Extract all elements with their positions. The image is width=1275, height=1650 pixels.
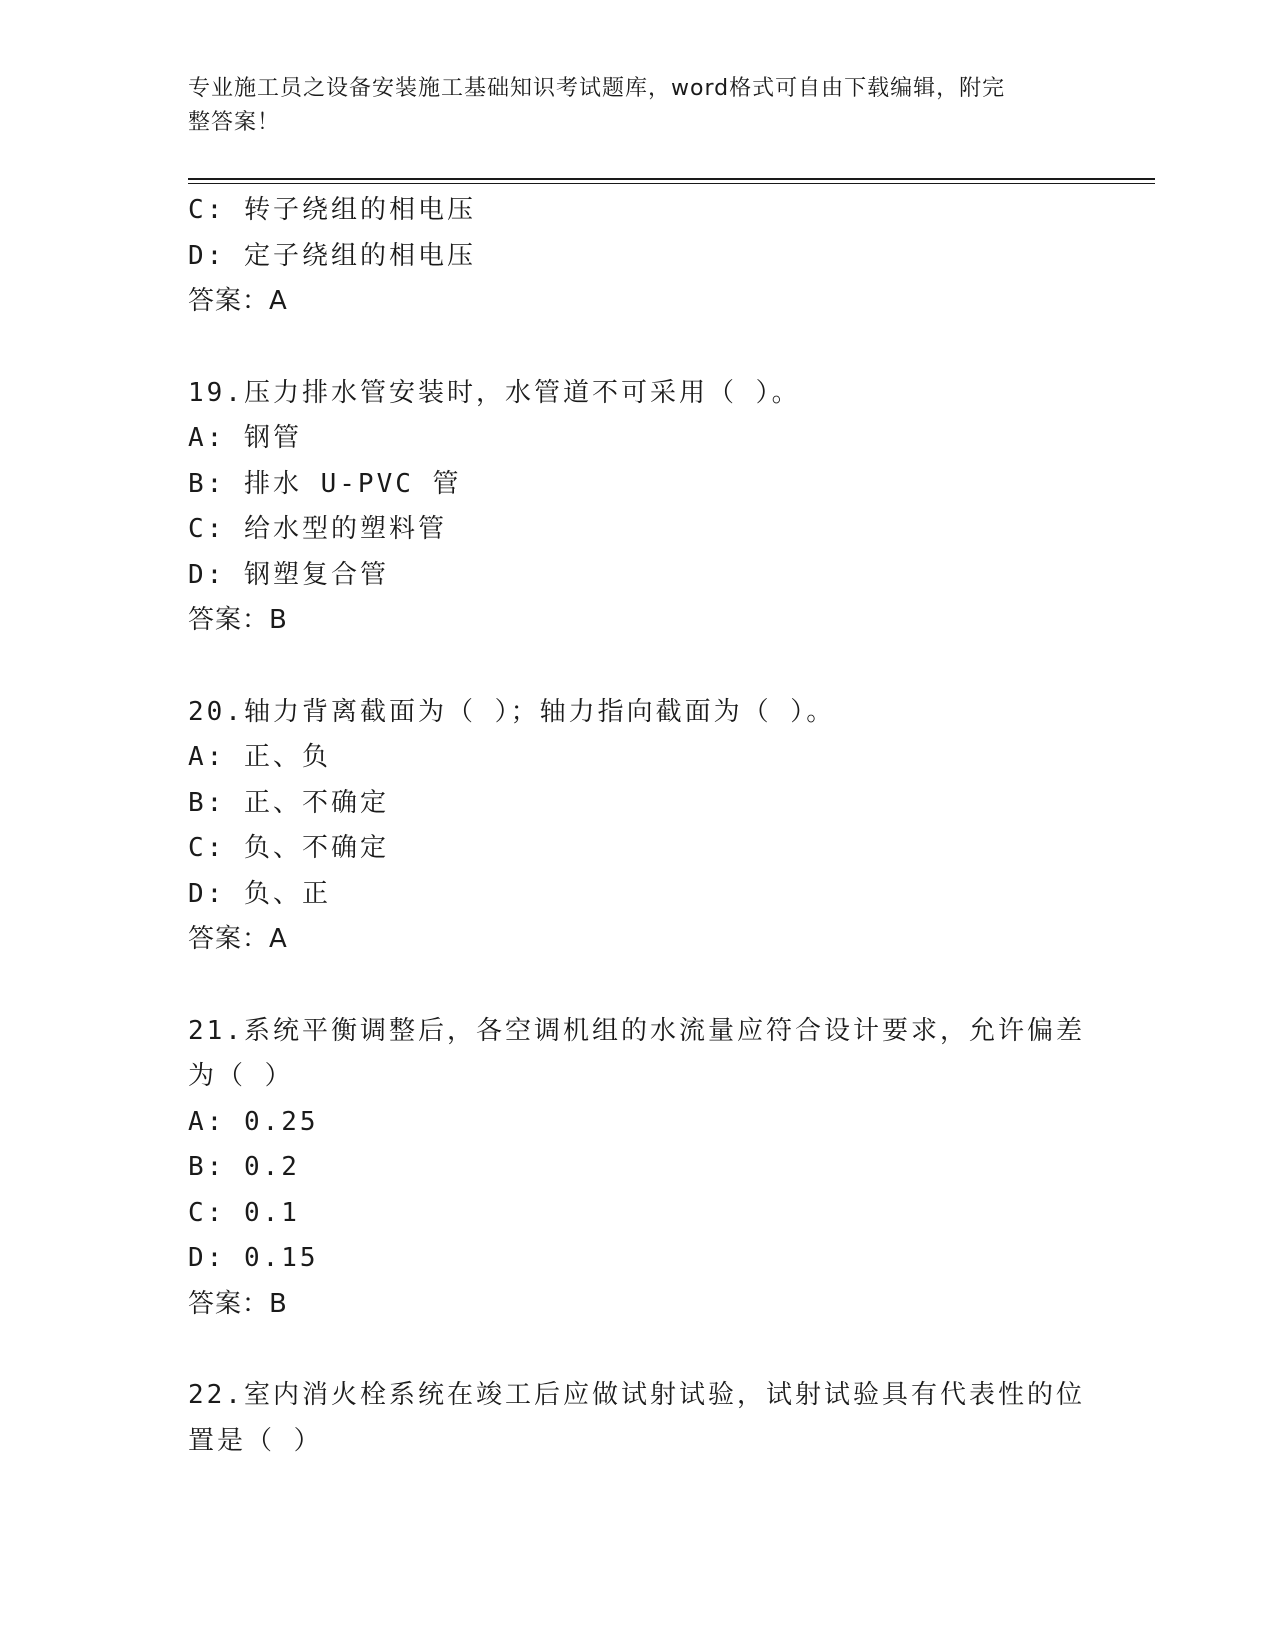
option-d: D: 0.15 <box>188 1243 319 1273</box>
question-21 <box>188 1009 1088 1328</box>
option-d: D: 定子绕组的相电压 <box>188 240 476 271</box>
option-d: D: 负、正 <box>188 878 331 909</box>
question-spacer <box>188 644 1088 690</box>
question-spacer <box>188 325 1088 371</box>
header-divider-thick <box>188 178 1155 180</box>
question-text: 22.室内消火栓系统在竣工后应做试射试验，试射试验具有代表性的位 <box>188 1380 1085 1410</box>
question-22 <box>188 1373 1088 1464</box>
question-text-continued: 置是（ ） <box>188 1425 323 1456</box>
option-c: C: 转子绕组的相电压 <box>188 195 476 225</box>
option-b: B: 排水 U-PVC 管 <box>188 468 462 499</box>
question-text: 20.轴力背离截面为（ ）；轴力指向截面为（ ）。 <box>188 696 836 727</box>
option-b: B: 0.2 <box>188 1152 300 1182</box>
question-spacer <box>188 1327 1088 1373</box>
answer-line: 答案：B <box>188 605 288 635</box>
header-divider-thin <box>188 183 1155 184</box>
option-d: D: 钢塑复合管 <box>188 559 389 590</box>
option-c: C: 负、不确定 <box>188 833 389 863</box>
option-a: A: 0.25 <box>188 1106 319 1137</box>
option-a: A: 钢管 <box>188 423 302 453</box>
question-list <box>188 188 1088 1464</box>
header-line-1: 专业施工员之设备安装施工基础知识考试题库，word格式可自由下载编辑，附完 <box>188 76 1006 101</box>
option-a: A: 正、负 <box>188 742 331 772</box>
question-19 <box>188 371 1088 644</box>
option-b: B: 正、不确定 <box>188 787 389 818</box>
option-c: C: 给水型的塑料管 <box>188 514 447 544</box>
answer-line: 答案：B <box>188 1288 288 1319</box>
question-text-continued: 为（ ） <box>188 1061 294 1091</box>
option-c: C: 0.1 <box>188 1197 300 1228</box>
document-header <box>188 72 1068 140</box>
answer-line: 答案：A <box>188 286 288 316</box>
answer-line: 答案：A <box>188 924 288 954</box>
question-text: 19.压力排水管安装时，水管道不可采用（ ）。 <box>188 377 801 408</box>
header-line-2: 整答案！ <box>188 110 281 135</box>
question-text: 21.系统平衡调整后，各空调机组的水流量应符合设计要求，允许偏差 <box>188 1015 1085 1046</box>
question-20 <box>188 690 1088 963</box>
question-spacer <box>188 963 1088 1009</box>
prev-question <box>188 188 1088 325</box>
